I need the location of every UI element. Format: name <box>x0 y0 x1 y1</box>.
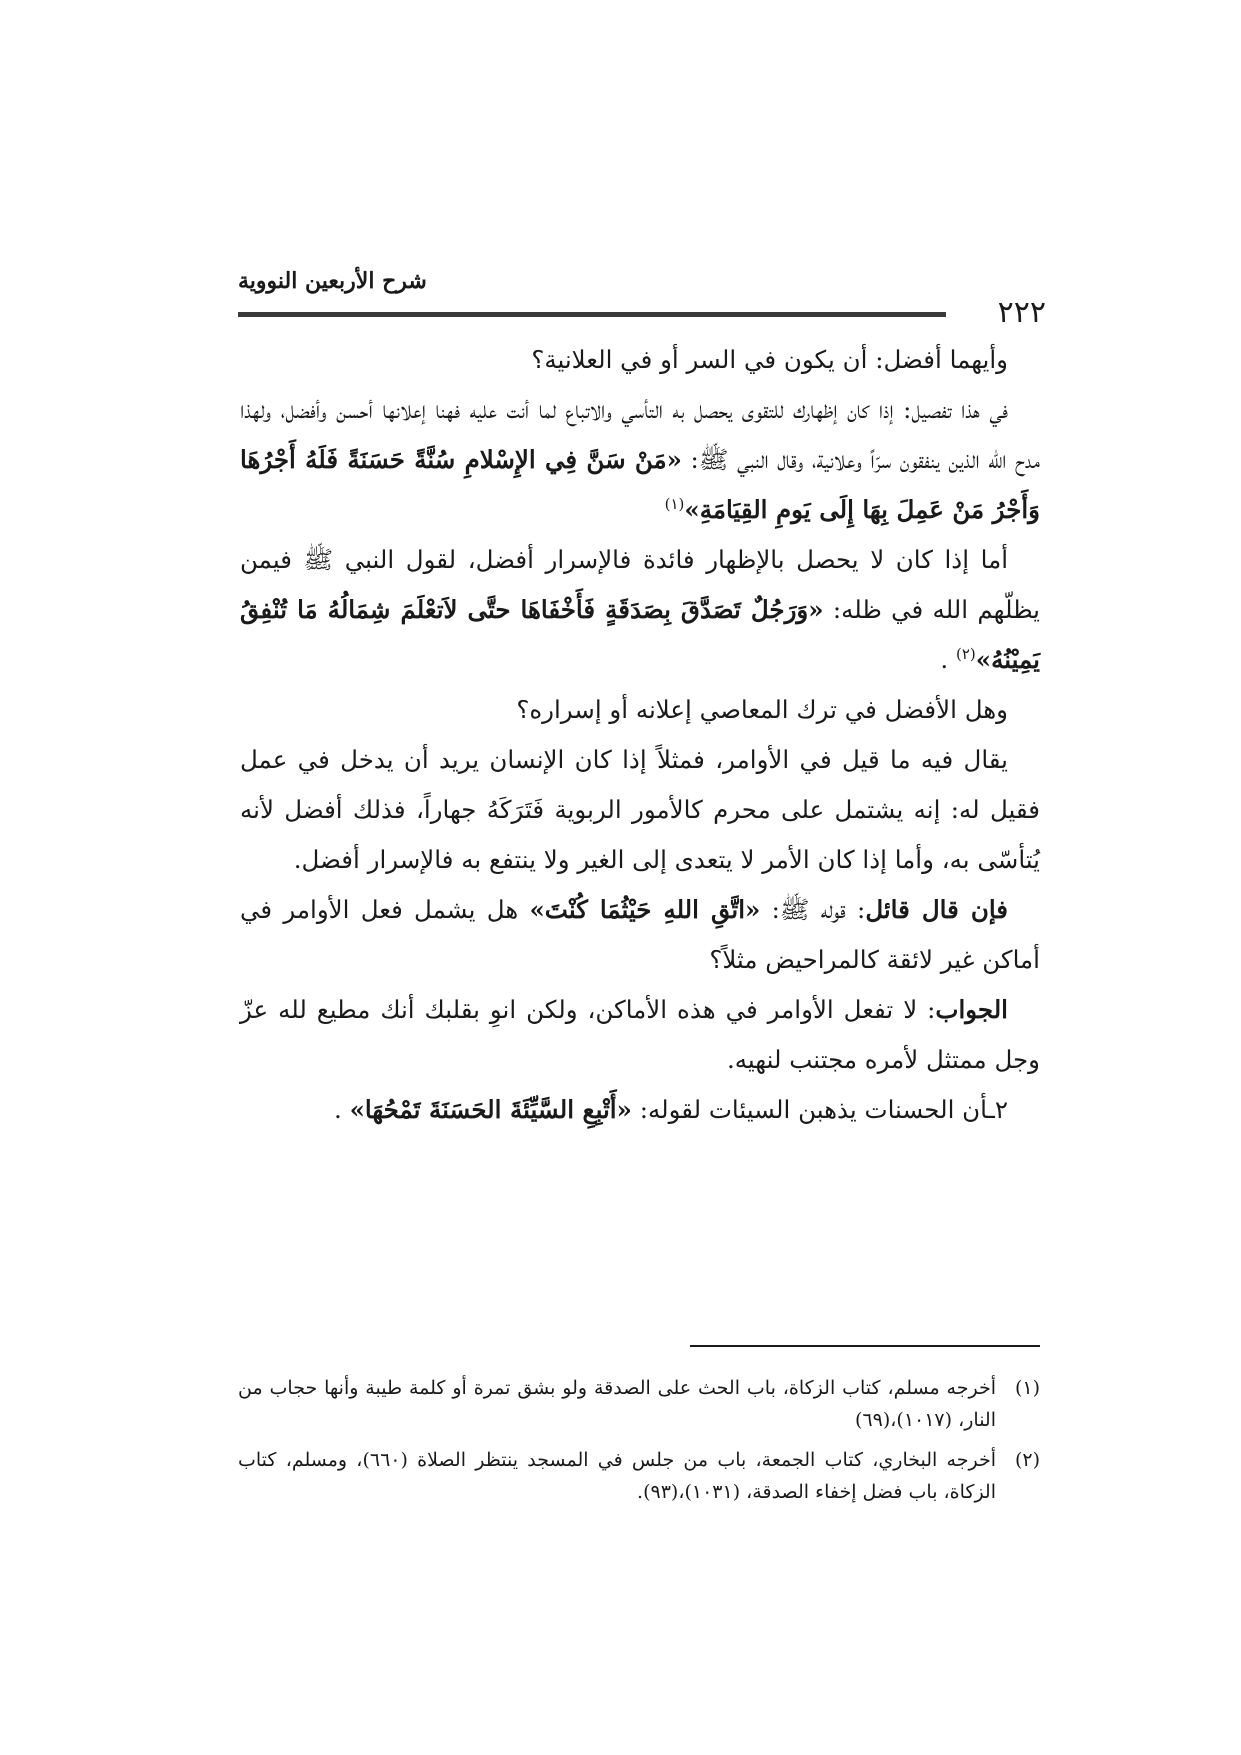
page-number: ٢٢٢ <box>950 295 1046 331</box>
objection-text-a: : قوله ﷺ: <box>760 895 866 924</box>
footnote-2 <box>238 1444 1040 1508</box>
reply-text: : لا تفعل الأوامر في هذه الأماكن، ولكن انوِ بقلبك أنك مطيع لله عزّ وجل ممتثل لأمره مجتنب لنهيه. <box>240 995 1040 1074</box>
hadith-quote-3: «اتَّقِ اللهِ حَيْثُمَا كُنْتَ» <box>529 895 761 924</box>
footnote-ref-2: (٢) <box>956 644 976 663</box>
paragraph-secrecy-text: أما إذا كان لا يحصل بالإظهار فائدة فالإسرار أفضل، لقول النبي ﷺ فيمن يظلّهم الله في ظله: <box>240 545 1040 624</box>
paragraph-secrecy-end: . <box>940 645 956 674</box>
footnote-ref-1: (١) <box>664 494 685 513</box>
hadith-quote-4: «أَتْبِعِ السَّيِّئَةَ الحَسَنَةَ تَمْحُهَا» <box>349 1095 632 1124</box>
paragraph-question-1: وأيهما أفضل: أن يكون في السر أو في العلانية؟ <box>531 345 1008 374</box>
paragraph-detail <box>240 385 1040 535</box>
paragraph-question-2: وهل الأفضل في ترك المعاصي إعلانه أو إسراره؟ <box>516 695 1008 724</box>
paragraph-secrecy <box>240 535 1040 685</box>
footnote-rule <box>690 1345 1040 1347</box>
footnote-2-text: أخرجه البخاري، كتاب الجمعة، باب من جلس في المسجد ينتظر الصلاة (٦٦٠)، ومسلم، كتاب الزكاة، باب فضل إخفاء الصدقة، (١٠٣١)،(٩٣). <box>238 1449 996 1503</box>
hadith-quote-1: «مَنْ سَنَّ فِي الإِسْلامِ سُنَّةً حَسَنَةً فَلَهُ أَجْرُهَا وَأَجْرُ مَنْ عَمِلَ بِهَا إِلَى يَومِ القِيَامَةِ» <box>240 445 1040 524</box>
footnote-1 <box>238 1372 1040 1436</box>
point-2-end: . <box>333 1095 350 1124</box>
reply-label: الجواب <box>935 995 1008 1024</box>
header-rule <box>238 312 946 317</box>
point-2-text: ٢ـأن الحسنات يذهبن السيئات لقوله: <box>631 1095 1008 1124</box>
paragraph-answer-2: يقال فيه ما قيل في الأوامر، فمثلاً إذا كان الإنسان يريد أن يدخل في عمل فقيل له: إنه يشتمل على محرم كالأمور الربوية فَتَرَكَهُ جهاراً، فذلك أفضل لأنه يُتأسّى به، وأما إذا كان الأمر لا يتعدى إلى الغير ولا ينتفع به فالإسرار أفضل. <box>240 745 1040 874</box>
footnote-1-text: أخرجه مسلم، كتاب الزكاة، باب الحث على الصدقة ولو بشق تمرة أو كلمة طيبة وأنها حجاب من النار، (١٠١٧)،(٦٩) <box>238 1377 996 1431</box>
objection-text-b: هل يشمل فعل الأوامر في أماكن غير لائقة كالمراحيض مثلاً؟ <box>240 895 1040 974</box>
hadith-quote-2: «وَرَجُلٌ تَصَدَّقَ بِصَدَقَةٍ فَأَخْفَاهَا حتَّى لاَتعْلَمَ شِمَالُهُ مَا تُنْفِقُ يَمِيْنُهُ» <box>240 595 1040 674</box>
paragraph-objection <box>240 885 1040 985</box>
body-text <box>240 335 1040 1135</box>
footnote-2-number: (٢) <box>1014 1449 1040 1471</box>
paragraph-reply <box>240 985 1040 1085</box>
objection-label: فإن قال قائل <box>865 895 1009 924</box>
footnote-1-number: (١) <box>1014 1377 1040 1399</box>
paragraph-point-2 <box>240 1085 1040 1135</box>
running-title: شرح الأربعين النووية <box>238 268 427 294</box>
footnotes <box>238 1372 1040 1516</box>
paragraph-detail-text: في هذا تفصيل: إذا كان إظهارك للتقوى يحصل به التأسي والاتباع لما أنت عليه فهنا إعلانها أحسن وأفضل، ولهذا مدح الله الذين ينفقون سرّاً وعلانية، وقال النبي ﷺ: <box>240 395 1040 474</box>
